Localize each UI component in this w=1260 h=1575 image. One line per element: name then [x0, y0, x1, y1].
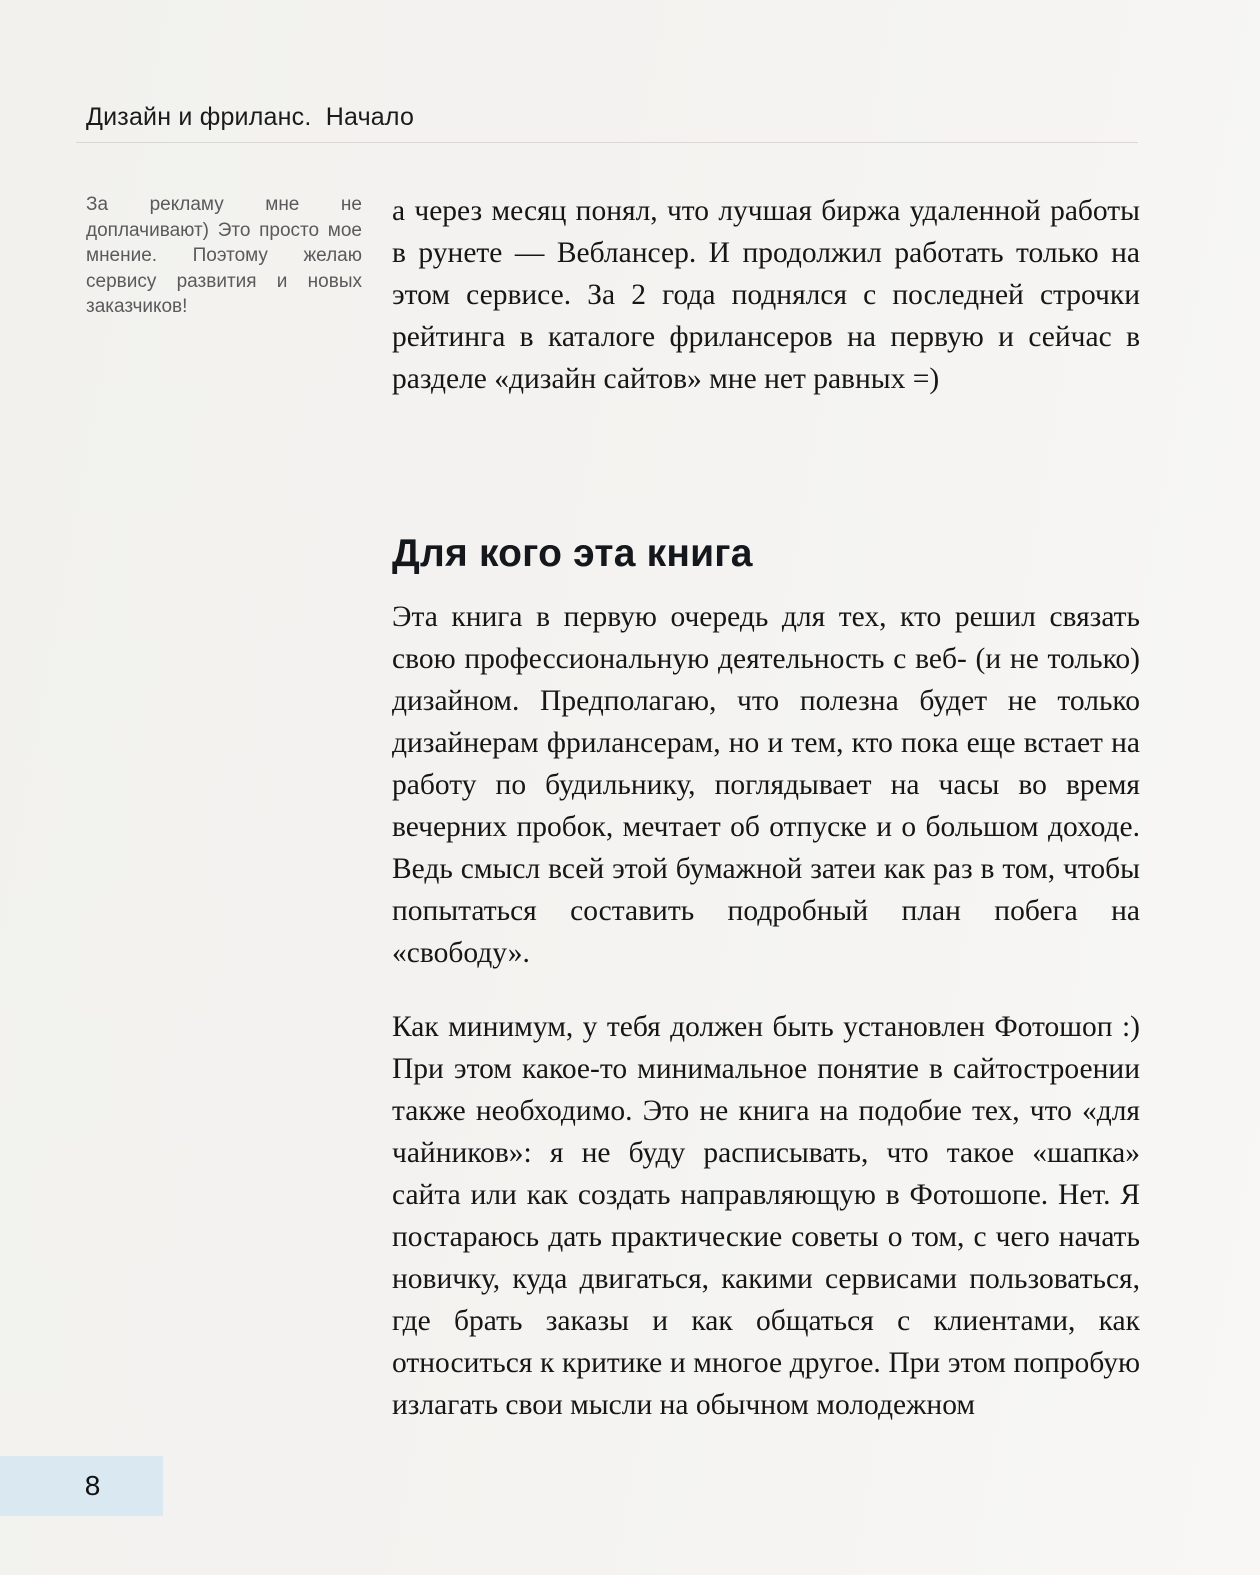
running-header: Дизайн и фриланс. Начало [86, 103, 415, 131]
page-number-box [0, 1456, 163, 1516]
paragraph-intro: а через месяц понял, что лучшая биржа удаленной работы в рунете — Веблансер. И продолжил работать только на этом сервисе. За 2 года поднялся с последней строчки рейтинга в каталоге фрилансеров на первую и сейчас в разделе «дизайн сайтов» мне нет равных =) [392, 195, 1140, 395]
section-heading: Для кого эта книга [392, 532, 753, 576]
paragraph-audience: Эта книга в первую очередь для тех, кто решил связать свою профессиональную деятельность с веб- (и не только) дизайном. Предполагаю, что полезна будет не только дизайнерам фрилансерам, но и тем, кто пока еще встает на работу по будильнику, поглядывает на часы во время вечерних пробок, мечтает об отпуске и о большом доходе. Ведь смысл всей этой бумажной затеи как раз в том, чтобы попытаться составить подробный план побега на «свободу». [392, 601, 1140, 969]
paragraph-requirements: Как минимум, у тебя должен быть установлен Фотошоп :) При этом какое-то минимальное понятие в сайтостроении также необходимо. Это не книга на подобие тех, что «для чайников»: я не буду расписывать, что такое «шапка» сайта или как создать направляющую в Фотошопе. Нет. Я постараюсь дать практические советы о том, с чего начать новичку, куда двигаться, какими сервисами пользоваться, где брать заказы и как общаться с клиентами, как относиться к критике и многое другое. При этом попробую излагать свои мысли на обычном молодежном [392, 1011, 1140, 1421]
page-number: 8 [84, 1470, 101, 1501]
margin-note: За рекламу мне не доплачивают) Это просто мое мнение. Поэтому желаю сервису развития и новых заказчиков! [86, 194, 362, 317]
header-divider [76, 142, 1138, 143]
